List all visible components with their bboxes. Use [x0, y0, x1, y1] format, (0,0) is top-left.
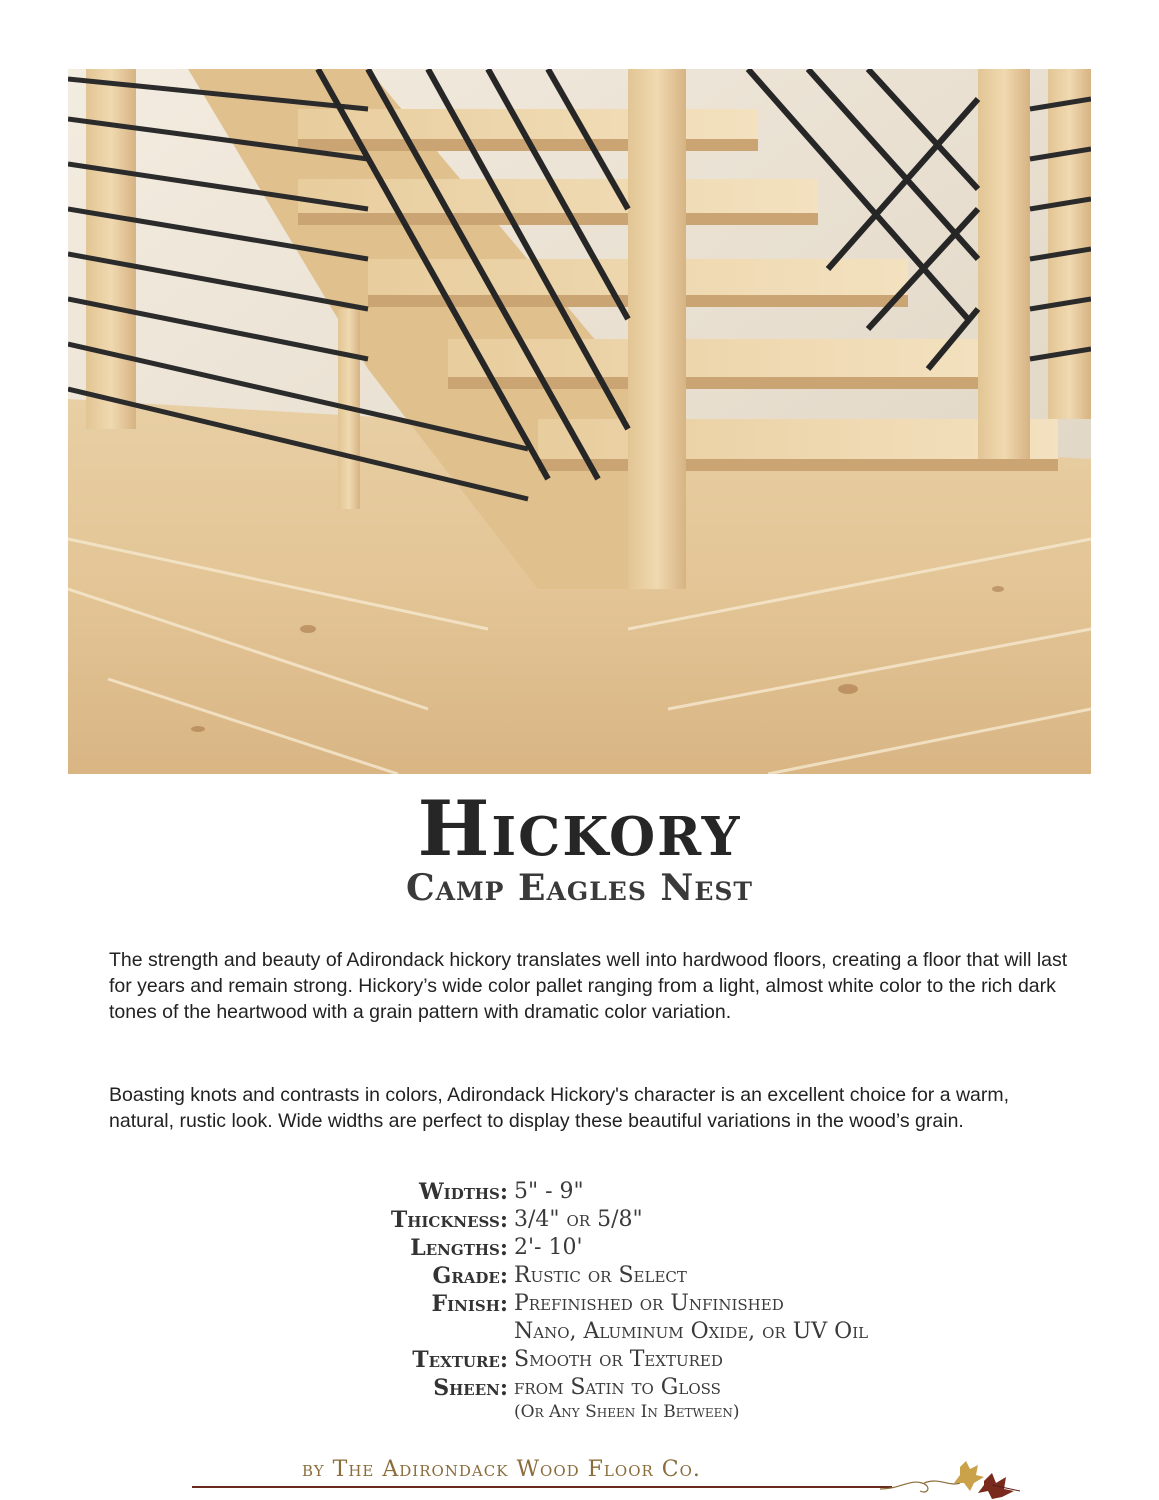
spec-value: Smooth or Textured: [514, 1347, 723, 1372]
spec-value: Nano, Aluminum Oxide, or UV Oil: [514, 1319, 869, 1344]
spec-row-lengths: [300, 1234, 1020, 1262]
spec-value: from Satin to Gloss: [514, 1375, 721, 1400]
page-title: Hickory: [417, 784, 742, 873]
spec-label: Grade:: [432, 1263, 508, 1289]
spec-label: Sheen:: [433, 1375, 508, 1401]
page-subtitle: Camp Eagles Nest: [405, 867, 754, 909]
staircase-photo: [68, 69, 1091, 774]
spec-row-sheen-note: [300, 1402, 1020, 1422]
spec-label: Texture:: [412, 1347, 508, 1373]
spec-row-thickness: [300, 1206, 1020, 1234]
spec-value: 5" - 9": [514, 1179, 584, 1204]
footer-brand-text: by The Adirondack Wood Floor Co.: [302, 1457, 701, 1482]
spec-value: Prefinished or Unfinished: [514, 1291, 784, 1316]
footer: [0, 1455, 1159, 1500]
spec-value: 3/4" or 5/8": [514, 1207, 643, 1232]
spec-note: (Or Any Sheen In Between): [514, 1402, 740, 1422]
description-paragraph-2: Boasting knots and contrasts in colors, Adirondack Hickory's character is an excellent choice for a warm, natural, rustic look. Wide widths are perfect to display these beautiful variations in the wood’s grain.: [109, 1084, 1010, 1132]
spec-row-widths: [300, 1178, 1020, 1206]
spec-row-finish-options: [300, 1318, 1020, 1346]
spec-row-sheen: [300, 1374, 1020, 1402]
spec-value: 2'- 10': [514, 1235, 583, 1260]
staircase-hickory-floor-photo: [68, 69, 1091, 774]
spec-value: Rustic or Select: [514, 1263, 687, 1288]
spec-label: Lengths:: [410, 1235, 508, 1261]
footer-rule: [192, 1486, 892, 1488]
spec-row-grade: [300, 1262, 1020, 1290]
spec-label: Thickness:: [390, 1207, 508, 1233]
spec-label: Finish:: [431, 1291, 508, 1317]
spec-row-texture: [300, 1346, 1020, 1374]
spec-label: Widths:: [418, 1179, 508, 1205]
maple-leaf-icon: [880, 1457, 1030, 1499]
spec-label: [300, 1318, 508, 1346]
spec-row-finish: [300, 1290, 1020, 1318]
spec-list: [300, 1178, 1020, 1422]
description-paragraph-1: The strength and beauty of Adirondack hickory translates well into hardwood floors, creating a floor that will last for years and remain strong. Hickory’s wide color pallet ranging from a light, almost white color to the rich dark tones of the heartwood with a grain pattern with dramatic color variation.: [109, 949, 1068, 1023]
